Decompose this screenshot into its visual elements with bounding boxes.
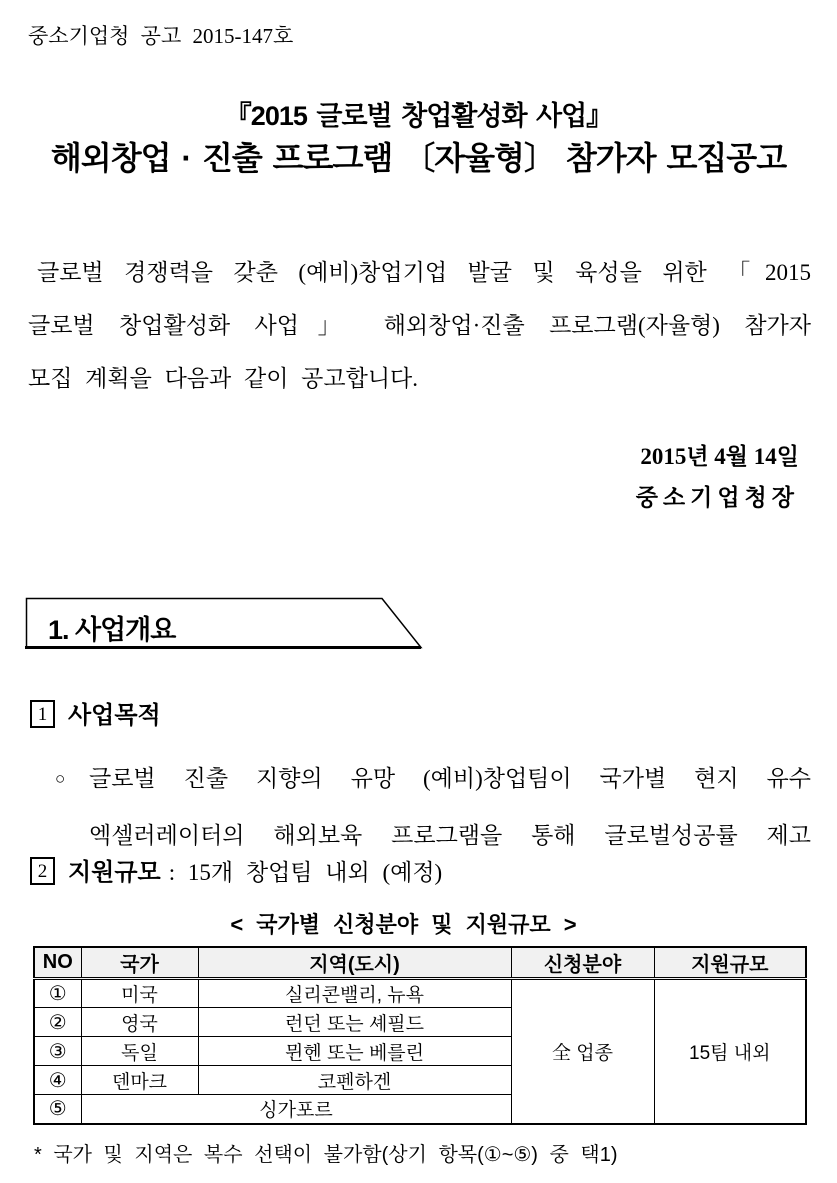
row-region: 뮌헨 또는 베를린: [198, 1037, 511, 1066]
scale-label: 지원규모: [68, 860, 161, 886]
issuing-authority: 중소기업청장: [635, 485, 799, 510]
header-scale: 지원규모: [654, 947, 806, 979]
row-no: ③: [34, 1037, 81, 1066]
signature-block: [636, 436, 799, 518]
intro-line: 모집 계획을 다음과 같이 공고합니다.: [28, 366, 419, 391]
announcement-title: 해외창업 · 진출 프로그램 〔자율형〕 참가자 모집공고: [50, 140, 787, 176]
header-country: 국가: [81, 947, 198, 979]
intro-line: 글로벌 경쟁력을 갖춘 (예비)창업기업 발굴 및 육성을 위한 「2015: [37, 260, 811, 285]
purpose-heading: [30, 695, 161, 730]
field-merged-cell: 全 업종: [511, 979, 654, 1124]
program-title: 『2015 글로벌 창업활성화 사업』: [224, 101, 613, 131]
scale-heading: [30, 852, 442, 887]
row-country: 영국: [81, 1008, 198, 1037]
row-region: 실리콘밸리, 뉴욕: [198, 979, 511, 1008]
row-country: 독일: [81, 1037, 198, 1066]
header-region: 지역(도시): [198, 947, 511, 979]
country-field-scale-table: [33, 946, 807, 1125]
table-row: [34, 979, 806, 1008]
header-field: 신청분야: [511, 947, 654, 979]
row-no: ②: [34, 1008, 81, 1037]
purpose-label: 사업목적: [68, 703, 161, 729]
table-header-row: [34, 947, 806, 979]
boxed-number-1: 1: [30, 700, 55, 728]
row-country: 덴마크: [81, 1066, 198, 1095]
header-no: NO: [34, 947, 81, 979]
doc-number: 중소기업청 공고 2015-147호: [28, 24, 294, 48]
row-country: 미국: [81, 979, 198, 1008]
purpose-bullet: [55, 750, 811, 864]
scale-value: : 15개 창업팀 내외 (예정): [168, 860, 443, 885]
boxed-number-2: 2: [30, 857, 55, 885]
purpose-line: 글로벌 진출 지향의 유망 (예비)창업팀이 국가별 현지 유수: [89, 766, 811, 791]
table-footnote: * 국가 및 지역은 복수 선택이 불가함(상기 항목(①~⑤) 중 택1): [34, 1144, 618, 1166]
row-no: ⑤: [34, 1095, 81, 1124]
row-no: ④: [34, 1066, 81, 1095]
section-banner: [25, 597, 425, 651]
intro-line: 글로벌 창업활성화 사업」 해외창업·진출 프로그램(자율형) 참가자: [28, 313, 811, 338]
announcement-date: 2015년 4월 14일: [640, 444, 799, 469]
row-no: ①: [34, 979, 81, 1008]
row-region: 코펜하겐: [198, 1066, 511, 1095]
purpose-line: 엑셀러레이터의 해외보육 프로그램을 통해 글로벌성공률 제고: [89, 823, 811, 848]
row-region: 런던 또는 셰필드: [198, 1008, 511, 1037]
scale-merged-cell: 15팀 내외: [654, 979, 806, 1124]
table-caption: < 국가별 신청분야 및 지원규모 >: [230, 912, 577, 937]
row-region-merged: 싱가포르: [81, 1095, 511, 1124]
intro-paragraph: [28, 246, 811, 405]
section-title: 1. 사업개요: [48, 615, 176, 645]
circle-bullet-marker: ○: [55, 769, 66, 788]
